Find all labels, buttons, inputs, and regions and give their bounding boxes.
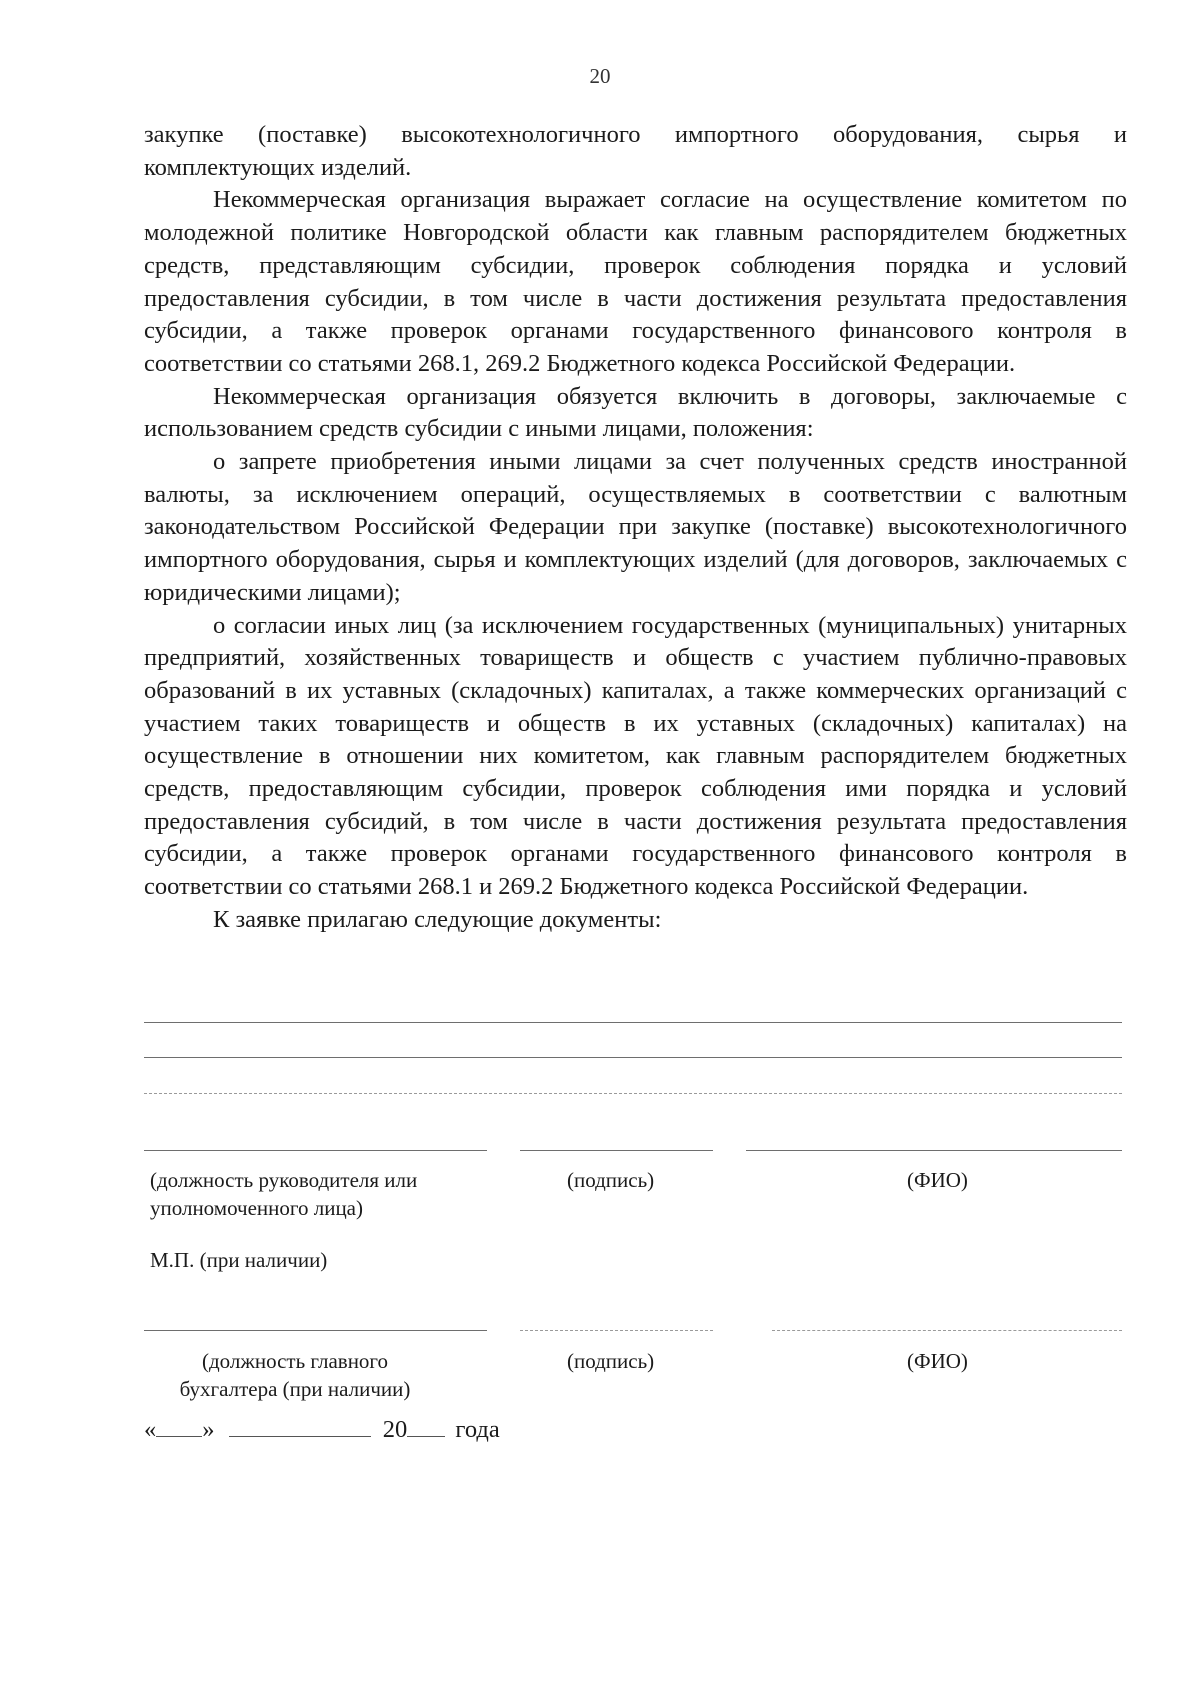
attachment-line-2 bbox=[144, 1057, 1122, 1058]
paragraph-attachments: К заявке прилагаю следующие документы: bbox=[213, 905, 662, 933]
attachment-line-3 bbox=[144, 1093, 1122, 1094]
month-blank bbox=[229, 1414, 371, 1437]
day-blank bbox=[156, 1414, 202, 1437]
accountant-position-line bbox=[144, 1330, 487, 1331]
signature-caption: (подпись) bbox=[567, 1168, 655, 1192]
name-signature-line bbox=[746, 1150, 1122, 1151]
name-caption: (ФИО) bbox=[907, 1168, 968, 1192]
accountant-signature-line bbox=[520, 1330, 713, 1331]
year-blank bbox=[407, 1414, 445, 1437]
accountant-name-line bbox=[772, 1330, 1122, 1331]
date-close-quote: » bbox=[202, 1416, 215, 1443]
stamp-note: М.П. (при наличии) bbox=[150, 1248, 328, 1272]
accountant-signature-caption: (подпись) bbox=[567, 1349, 655, 1373]
page-number: 20 bbox=[589, 64, 611, 88]
year-prefix: 20 bbox=[382, 1416, 408, 1443]
paragraph-currency-ban: о запрете приобретения иными лицами за счет полученных средств иностранной валюты, за исключением операций, осуществляемых в соответствии с валютным законодательством Российской Федерации при закупке (поставке) высокотехнологичного импортного оборудования, сырья и комплектующих изделий (для договоров, заключаемых с юридическими лицами); bbox=[144, 448, 1127, 606]
accountant-name-caption: (ФИО) bbox=[907, 1349, 968, 1373]
paragraph-obligation: Некоммерческая организация обязуется включить в договоры, заключаемые с использованием средств субсидии с иными лицами, положения: bbox=[144, 382, 1127, 443]
paragraph-consent: Некоммерческая организация выражает согласие на осуществление комитетом по молодежной политике Новгородской области как главным распорядителем бюджетных средств, представляющим субсидии, проверок соблюдения порядка и условий предоставления субсидии, в том числе в части достижения результата предоставления субсидии, а также проверок органами государственного финансового контроля в соответствии со статьями 268.1, 269.2 Бюджетного кодекса Российской Федерации. bbox=[144, 186, 1127, 377]
year-word: года bbox=[455, 1416, 500, 1443]
date-line bbox=[144, 1414, 500, 1445]
accountant-position-caption: (должность главного бухгалтера (при наличии) bbox=[179, 1349, 411, 1401]
date-open-quote: « bbox=[144, 1416, 157, 1443]
paragraph-continuation: закупке (поставке) высокотехнологичного импортного оборудования, сырья и комплектующих изделий. bbox=[144, 121, 1127, 181]
document-body bbox=[144, 119, 1127, 937]
signature-line bbox=[520, 1150, 713, 1151]
attachment-line-1 bbox=[144, 1022, 1122, 1023]
paragraph-inspection-consent: о согласии иных лиц (за исключением государственных (муниципальных) унитарных предприятий, хозяйственных товариществ и обществ с участием публично-правовых образований в их уставных (складочных) капиталах, а также коммерческих организаций с участием таких товариществ и обществ в их уставных (складочных) капиталах) на осуществление в отношении них комитетом, как главным распорядителем бюджетных средств, предоставляющим субсидии, проверок соблюдения ими порядка и условий предоставления субсидий, в том числе в части достижения результата предоставления субсидии, а также проверок органами государственного финансового контроля в соответствии со статьями 268.1 и 269.2 Бюджетного кодекса Российской Федерации. bbox=[144, 611, 1127, 901]
position-signature-line bbox=[144, 1150, 487, 1151]
position-caption: (должность руководителя или уполномоченного лица) bbox=[150, 1168, 418, 1220]
